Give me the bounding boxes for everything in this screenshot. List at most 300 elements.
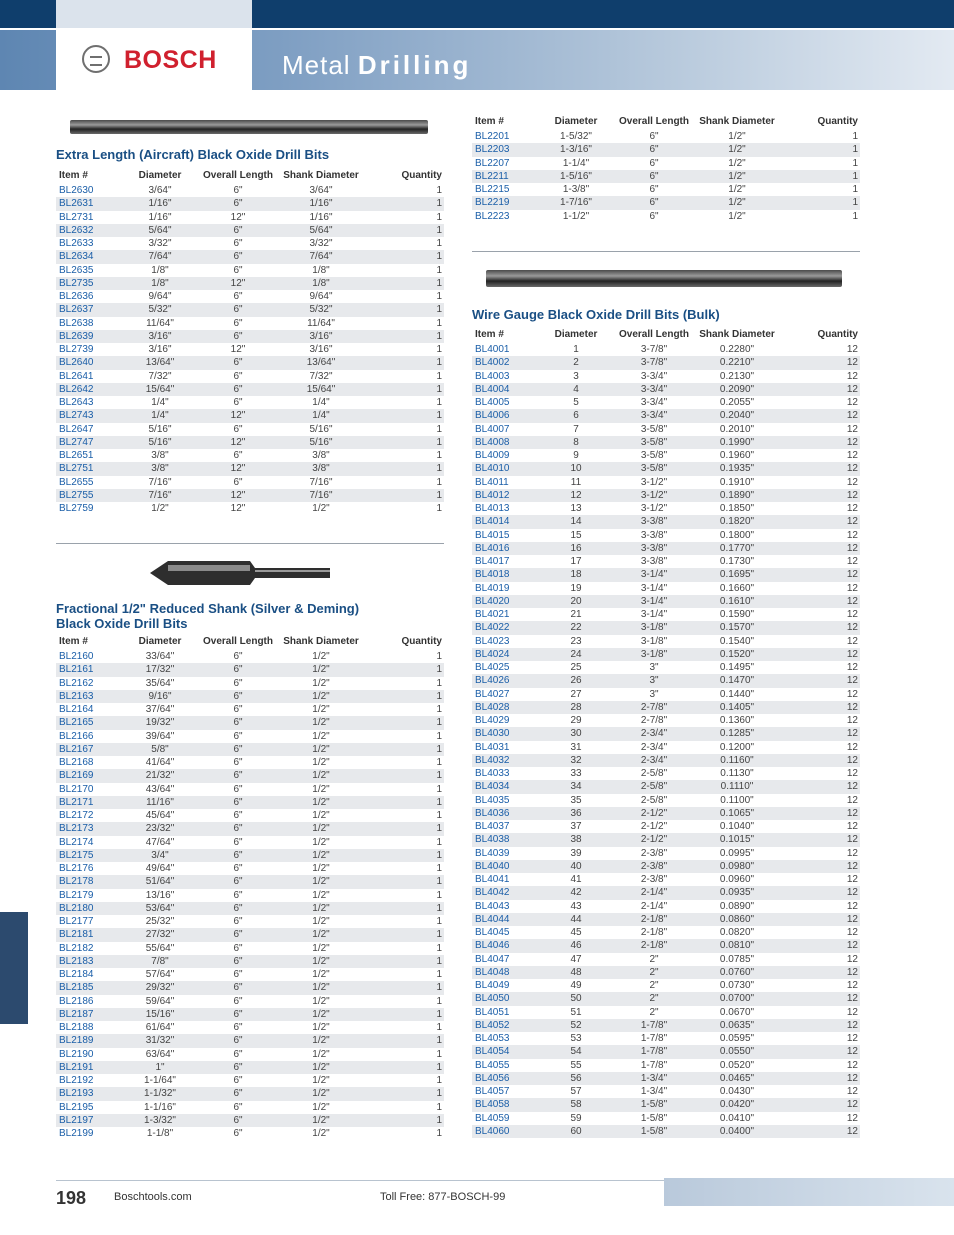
diameter-cell: 41/64" [145, 757, 175, 768]
overall-length-cell: 6" [233, 783, 243, 795]
diameter-cell: 8 [538, 436, 614, 449]
overall-length-cell: 6" [198, 849, 278, 862]
item-number-cell[interactable]: BL2637 [56, 303, 122, 316]
diameter-cell: 49/64" [145, 863, 175, 874]
shank-diameter-cell: 1/2" [312, 1022, 330, 1033]
item-number-cell[interactable]: BL2643 [59, 397, 94, 408]
item-number-cell[interactable]: BL2638 [59, 317, 94, 329]
item-number-cell[interactable]: BL4033 [475, 768, 510, 779]
diameter-cell: 38 [538, 833, 614, 846]
quantity-cell: 1 [436, 651, 442, 662]
item-number-cell[interactable]: BL2635 [59, 264, 94, 276]
quantity-cell: 1 [436, 704, 442, 715]
overall-length-cell: 3-3/8" [614, 515, 694, 528]
item-number-cell[interactable]: BL2636 [59, 291, 94, 302]
item-number-cell[interactable]: BL4058 [472, 1098, 538, 1111]
item-number-cell[interactable]: BL4039 [475, 847, 510, 859]
quantity-cell: 1 [364, 356, 444, 369]
overall-length-cell: 3-5/8" [640, 423, 668, 435]
overall-length-cell: 1-7/8" [640, 1033, 668, 1044]
item-number-cell[interactable]: BL4060 [472, 1125, 538, 1138]
diameter-cell: 45 [570, 927, 582, 938]
overall-length-cell: 2-3/8" [614, 860, 694, 873]
item-number-cell[interactable]: BL4018 [472, 568, 538, 581]
overall-length-cell: 2-7/8" [614, 701, 694, 714]
item-number-cell[interactable]: BL4001 [475, 344, 510, 355]
quantity-cell: 1 [364, 902, 444, 915]
overall-length-cell: 6" [233, 423, 243, 435]
quantity-cell: 1 [436, 503, 442, 514]
item-number-cell[interactable]: BL4040 [472, 860, 538, 873]
item-number-cell[interactable]: BL2167 [56, 743, 122, 756]
shank-diameter-cell: 0.0995" [719, 847, 755, 859]
item-number-cell[interactable]: BL2176 [59, 863, 94, 874]
table-row [56, 290, 444, 303]
item-number-cell[interactable]: BL2190 [59, 1048, 94, 1060]
item-number-cell[interactable]: BL4055 [475, 1059, 510, 1071]
overall-length-cell: 2-5/8" [640, 768, 668, 779]
quantity-cell: 12 [780, 860, 860, 873]
item-number-cell[interactable]: BL2630 [59, 185, 94, 196]
item-number-cell[interactable]: BL4030 [472, 727, 538, 740]
item-number-cell[interactable]: BL4014 [472, 515, 538, 528]
col-shank-header: Shank Diameter [283, 636, 359, 647]
shank-diameter-cell: 0.1440" [719, 688, 755, 700]
quantity-cell: 12 [846, 397, 858, 408]
quantity-cell: 1 [436, 264, 442, 276]
item-number-cell[interactable]: BL2160 [59, 651, 94, 662]
item-number-cell[interactable]: BL4003 [475, 370, 510, 382]
item-number-cell[interactable]: BL4002 [472, 356, 538, 369]
item-number-cell[interactable]: BL4028 [472, 701, 538, 714]
diameter-cell: 17/32" [122, 663, 198, 676]
table-row [472, 833, 860, 846]
col-shank-header: Shank Diameter [283, 170, 359, 181]
quantity-cell: 12 [780, 542, 860, 555]
item-number-cell[interactable]: BL2170 [59, 783, 94, 795]
continued-divider [472, 251, 860, 252]
quantity-cell: 1 [436, 677, 442, 689]
shank-diameter-cell: 1/2" [278, 769, 364, 782]
item-number-cell[interactable]: BL2174 [59, 836, 94, 848]
table-row [472, 926, 860, 939]
item-number-cell[interactable]: BL2632 [56, 224, 122, 237]
item-number-cell[interactable]: BL2165 [56, 716, 122, 729]
table-row [472, 423, 860, 436]
item-number-cell[interactable]: BL4017 [475, 556, 510, 567]
table-row [472, 370, 860, 383]
quantity-cell: 12 [846, 1059, 858, 1071]
item-number-cell[interactable]: BL4048 [472, 966, 538, 979]
shank-diameter-cell: 0.0550" [694, 1045, 780, 1058]
shank-diameter-cell: 0.1610" [694, 595, 780, 608]
overall-length-cell: 12" [198, 489, 278, 502]
item-number-cell[interactable]: BL4034 [472, 780, 538, 793]
table-row [472, 635, 860, 648]
diameter-cell: 13 [570, 503, 582, 514]
quantity-cell: 1 [364, 1114, 444, 1127]
item-number-cell[interactable]: BL4016 [472, 542, 538, 555]
overall-length-cell: 6" [233, 370, 243, 382]
item-number-cell[interactable]: BL4032 [472, 754, 538, 767]
item-number-cell[interactable]: BL2640 [56, 356, 122, 369]
reduced-shank-table [56, 636, 444, 1140]
overall-length-cell: 6" [233, 995, 243, 1007]
table-row [472, 449, 860, 462]
diameter-cell: 27/32" [122, 928, 198, 941]
item-number-cell[interactable]: BL4059 [475, 1112, 510, 1124]
item-number-cell[interactable]: BL2735 [56, 277, 122, 290]
overall-length-cell: 1-7/8" [640, 1059, 668, 1071]
item-number-cell[interactable]: BL2168 [59, 757, 94, 768]
item-number-cell[interactable]: BL4029 [475, 715, 510, 726]
reduced-shank-continued-table [472, 116, 860, 223]
item-number-cell[interactable]: BL4045 [475, 927, 510, 938]
item-number-cell[interactable]: BL2188 [59, 1022, 94, 1033]
diameter-cell: 11/16" [122, 796, 198, 809]
item-number-cell[interactable]: BL2641 [59, 370, 94, 382]
item-number-cell[interactable]: BL2759 [59, 503, 94, 514]
item-number-cell[interactable]: BL2166 [59, 730, 94, 742]
quantity-cell: 12 [846, 741, 858, 753]
diameter-cell: 44 [538, 913, 614, 926]
item-number-cell[interactable]: BL2177 [59, 916, 94, 927]
item-number-cell[interactable]: BL4024 [472, 648, 538, 661]
item-number-cell[interactable]: BL4011 [475, 476, 509, 488]
side-tab [0, 912, 28, 1024]
quantity-cell: 1 [364, 1061, 444, 1074]
overall-length-cell: 12" [198, 409, 278, 422]
diameter-cell: 31 [570, 741, 582, 753]
item-number-cell[interactable]: BL2207 [475, 157, 510, 169]
item-number-cell[interactable]: BL4023 [475, 635, 510, 647]
quantity-cell: 1 [364, 436, 444, 449]
item-number-cell[interactable]: BL2211 [472, 170, 538, 183]
item-number-cell[interactable]: BL4031 [475, 741, 510, 753]
item-number-cell[interactable]: BL4043 [475, 900, 510, 912]
website-link[interactable]: Boschtools.com [114, 1191, 192, 1203]
item-number-cell[interactable]: BL2655 [59, 476, 94, 488]
table-row [56, 1008, 444, 1021]
table-row [472, 555, 860, 568]
overall-length-cell: 6" [233, 397, 243, 408]
quantity-cell: 12 [780, 966, 860, 979]
item-number-cell[interactable]: BL2184 [59, 969, 94, 980]
overall-length-cell: 6" [233, 863, 243, 874]
overall-length-cell: 3" [649, 688, 659, 700]
item-number-cell[interactable]: BL2187 [56, 1008, 122, 1021]
diameter-cell: 1/4" [151, 397, 169, 408]
item-number-cell[interactable]: BL2164 [59, 704, 94, 715]
diameter-cell: 6 [538, 409, 614, 422]
overall-length-cell: 6" [198, 197, 278, 210]
item-number-cell[interactable]: BL2731 [59, 211, 94, 223]
item-number-cell[interactable]: BL2181 [56, 928, 122, 941]
item-number-cell[interactable]: BL2163 [56, 690, 122, 703]
item-number-cell[interactable]: BL2642 [56, 383, 122, 396]
overall-length-cell: 12" [230, 211, 246, 223]
item-number-cell[interactable]: BL4005 [475, 397, 510, 408]
overall-length-cell: 6" [198, 663, 278, 676]
table-row [56, 1074, 444, 1087]
diameter-cell: 1-1/8" [146, 1128, 174, 1139]
shank-diameter-cell: 1/2" [694, 196, 780, 209]
shank-diameter-cell: 1/2" [312, 995, 330, 1007]
overall-length-cell: 3-1/8" [614, 648, 694, 661]
item-number-cell[interactable]: BL4049 [475, 980, 510, 991]
table-row [472, 356, 860, 369]
diameter-cell: 23/32" [122, 822, 198, 835]
quantity-cell: 12 [780, 939, 860, 952]
item-number-cell[interactable]: BL4044 [472, 913, 538, 926]
shank-diameter-cell: 0.1360" [719, 715, 755, 726]
table-row [56, 197, 444, 210]
quantity-cell: 1 [436, 450, 442, 461]
item-number-cell[interactable]: BL2651 [59, 450, 94, 461]
overall-length-cell: 6" [649, 184, 659, 195]
item-number-cell[interactable]: BL2195 [59, 1101, 94, 1113]
item-number-cell[interactable]: BL4042 [472, 886, 538, 899]
overall-length-cell: 2-5/8" [640, 794, 668, 806]
item-number-cell[interactable]: BL4027 [475, 688, 510, 700]
table-row [56, 915, 444, 928]
shank-diameter-cell: 1/2" [312, 757, 330, 768]
overall-length-cell: 3" [614, 674, 694, 687]
item-number-cell[interactable]: BL2169 [56, 769, 122, 782]
item-number-cell[interactable]: BL2162 [59, 677, 94, 689]
diameter-cell: 15/64" [122, 383, 198, 396]
item-number-cell[interactable]: BL4047 [475, 953, 510, 965]
item-number-cell[interactable]: BL2751 [56, 462, 122, 475]
item-number-cell[interactable]: BL2203 [472, 143, 538, 156]
item-number-cell[interactable]: BL2193 [56, 1087, 122, 1100]
item-number-cell[interactable]: BL2631 [56, 197, 122, 210]
table-row [56, 409, 444, 422]
item-number-cell[interactable]: BL4056 [472, 1072, 538, 1085]
col-quantity-header: Quantity [817, 116, 858, 127]
item-number-cell[interactable]: BL4051 [475, 1006, 510, 1018]
diameter-cell: 58 [538, 1098, 614, 1111]
shank-diameter-cell: 0.1910" [719, 476, 755, 488]
table-row [472, 1125, 860, 1138]
shank-diameter-cell: 0.0520" [719, 1059, 755, 1071]
toll-free-number: Toll Free: 877-BOSCH-99 [380, 1191, 506, 1203]
item-number-cell[interactable]: BL2219 [472, 196, 538, 209]
quantity-cell: 1 [436, 344, 442, 355]
item-number-cell[interactable]: BL2215 [475, 184, 510, 195]
table-row [56, 303, 444, 316]
item-number-cell[interactable]: BL4036 [472, 807, 538, 820]
overall-length-cell: 6" [198, 356, 278, 369]
item-number-cell[interactable]: BL2633 [59, 238, 94, 249]
shank-diameter-cell: 1/2" [312, 704, 330, 715]
item-number-cell[interactable]: BL2173 [56, 822, 122, 835]
quantity-cell: 1 [436, 185, 442, 196]
shank-diameter-cell: 1/2" [312, 783, 330, 795]
overall-length-cell: 6" [233, 1101, 243, 1113]
item-number-cell[interactable]: BL4004 [472, 383, 538, 396]
quantity-cell: 1 [436, 995, 442, 1007]
table-row [472, 953, 860, 966]
diameter-cell: 5/32" [122, 303, 198, 316]
item-number-cell[interactable]: BL4057 [475, 1086, 510, 1097]
overall-length-cell: 2" [649, 953, 659, 965]
item-number-cell[interactable]: BL4015 [475, 529, 510, 541]
item-number-cell[interactable]: BL4026 [472, 674, 538, 687]
table-row [472, 568, 860, 581]
table-header [472, 329, 860, 343]
item-number-cell[interactable]: BL2639 [56, 330, 122, 343]
item-number-cell[interactable]: BL2191 [56, 1061, 122, 1074]
item-number-cell[interactable]: BL4046 [472, 939, 538, 952]
item-number-cell[interactable]: BL4006 [472, 409, 538, 422]
item-number-cell[interactable]: BL4052 [472, 1019, 538, 1032]
quantity-cell: 1 [436, 1075, 442, 1086]
diameter-cell: 46 [538, 939, 614, 952]
item-number-cell[interactable]: BL2223 [475, 210, 510, 222]
item-number-cell[interactable]: BL4035 [475, 794, 510, 806]
table-row [472, 582, 860, 595]
item-number-cell[interactable]: BL4010 [472, 462, 538, 475]
footer-bar [664, 1178, 954, 1206]
item-number-cell[interactable]: BL2189 [56, 1034, 122, 1047]
table-row [56, 703, 444, 716]
table-row [472, 900, 860, 913]
table-row [472, 860, 860, 873]
overall-length-cell: 6" [198, 955, 278, 968]
item-number-cell[interactable]: BL4008 [472, 436, 538, 449]
col-item-header: Item # [475, 116, 504, 127]
shank-diameter-cell: 0.0595" [719, 1033, 755, 1044]
item-number-cell[interactable]: BL4007 [475, 423, 510, 435]
shank-diameter-cell: 0.1770" [694, 542, 780, 555]
col-quantity-header: Quantity [401, 170, 442, 181]
diameter-cell: 60 [538, 1125, 614, 1138]
overall-length-cell: 6" [233, 836, 243, 848]
overall-length-cell: 3-1/4" [640, 609, 668, 620]
item-number-cell[interactable]: BL2192 [59, 1075, 94, 1086]
item-number-cell[interactable]: BL2175 [56, 849, 122, 862]
item-number-cell[interactable]: BL2178 [56, 875, 122, 888]
item-number-cell[interactable]: BL4041 [475, 874, 510, 885]
shank-diameter-cell: 1/2" [278, 1061, 364, 1074]
item-number-cell[interactable]: BL4054 [472, 1045, 538, 1058]
item-number-cell[interactable]: BL2182 [59, 942, 94, 954]
quantity-cell: 1 [364, 330, 444, 343]
item-number-cell[interactable]: BL2180 [56, 902, 122, 915]
item-number-cell[interactable]: BL4053 [475, 1033, 510, 1044]
item-number-cell[interactable]: BL2183 [56, 955, 122, 968]
item-number-cell[interactable]: BL2161 [56, 663, 122, 676]
diameter-cell: 1 [573, 344, 579, 355]
table-row [56, 756, 444, 769]
item-number-cell[interactable]: BL4038 [472, 833, 538, 846]
item-number-cell[interactable]: BL4013 [475, 503, 510, 514]
item-number-cell[interactable]: BL4021 [475, 609, 510, 620]
item-number-cell[interactable]: BL4037 [475, 821, 510, 832]
diameter-cell: 39 [570, 847, 582, 859]
item-number-cell[interactable]: BL4025 [475, 662, 510, 673]
aircraft-table [56, 170, 444, 515]
diameter-cell: 56 [538, 1072, 614, 1085]
diameter-cell: 27 [570, 688, 582, 700]
diameter-cell: 33/64" [145, 651, 175, 662]
item-number-cell[interactable]: BL4019 [475, 582, 510, 594]
diameter-cell: 9/16" [122, 690, 198, 703]
quantity-cell: 12 [846, 423, 858, 435]
table-row [472, 794, 860, 807]
shank-diameter-cell: 0.0980" [694, 860, 780, 873]
table-row [56, 1087, 444, 1100]
item-number-cell[interactable]: BL2634 [56, 250, 122, 263]
item-number-cell[interactable]: BL2739 [59, 344, 94, 355]
shank-diameter-cell: 1/2" [278, 822, 364, 835]
overall-length-cell: 1-3/4" [614, 1072, 694, 1085]
table-row [56, 902, 444, 915]
shank-diameter-cell: 0.1660" [719, 582, 755, 594]
overall-length-cell: 3" [649, 662, 659, 673]
item-number-cell[interactable]: BL4009 [475, 450, 510, 461]
shank-diameter-cell: 11/64" [307, 317, 335, 329]
item-number-cell[interactable]: BL2186 [59, 995, 94, 1007]
table-row [56, 1034, 444, 1047]
diameter-cell: 11 [570, 476, 582, 488]
table-row [56, 1061, 444, 1074]
table-row [472, 462, 860, 475]
item-number-cell[interactable]: BL2199 [59, 1128, 94, 1139]
overall-length-cell: 2-1/4" [640, 900, 668, 912]
item-number-cell[interactable]: BL2201 [475, 131, 510, 142]
diameter-cell: 1-3/8" [562, 184, 590, 195]
item-number-cell[interactable]: BL4020 [472, 595, 538, 608]
table-row [472, 595, 860, 608]
table-row [472, 727, 860, 740]
item-number-cell[interactable]: BL2179 [59, 889, 94, 901]
table-row [56, 1114, 444, 1127]
shank-diameter-cell: 5/16" [309, 423, 333, 435]
item-number-cell[interactable]: BL2743 [56, 409, 122, 422]
quantity-cell: 1 [436, 370, 442, 382]
overall-length-cell: 6" [233, 651, 243, 662]
item-number-cell[interactable]: BL2185 [56, 981, 122, 994]
diameter-cell: 1-7/16" [538, 196, 614, 209]
table-row [472, 1032, 860, 1045]
shank-diameter-cell: 7/16" [278, 489, 364, 502]
quantity-cell: 12 [780, 648, 860, 661]
item-number-cell[interactable]: BL4012 [472, 489, 538, 502]
item-number-cell[interactable]: BL2172 [59, 810, 94, 821]
shank-diameter-cell: 0.1470" [694, 674, 780, 687]
shank-diameter-cell: 0.1730" [719, 556, 755, 567]
item-number-cell[interactable]: BL2197 [56, 1114, 122, 1127]
item-number-cell[interactable]: BL2747 [56, 436, 122, 449]
item-number-cell[interactable]: BL2171 [56, 796, 122, 809]
diameter-cell: 61/64" [145, 1022, 175, 1033]
item-number-cell[interactable]: BL4050 [472, 992, 538, 1005]
shank-diameter-cell: 0.2090" [694, 383, 780, 396]
diameter-cell: 54 [538, 1045, 614, 1058]
overall-length-cell: 3-1/4" [614, 595, 694, 608]
item-number-cell[interactable]: BL2755 [56, 489, 122, 502]
col-length-header: Overall Length [618, 116, 689, 127]
quantity-cell: 1 [364, 1034, 444, 1047]
table-row [472, 196, 860, 209]
item-number-cell[interactable]: BL4022 [472, 621, 538, 634]
quantity-cell: 12 [780, 1098, 860, 1111]
overall-length-cell: 6" [233, 704, 243, 715]
item-number-cell[interactable]: BL2647 [59, 423, 94, 435]
shank-diameter-cell: 0.1065" [694, 807, 780, 820]
